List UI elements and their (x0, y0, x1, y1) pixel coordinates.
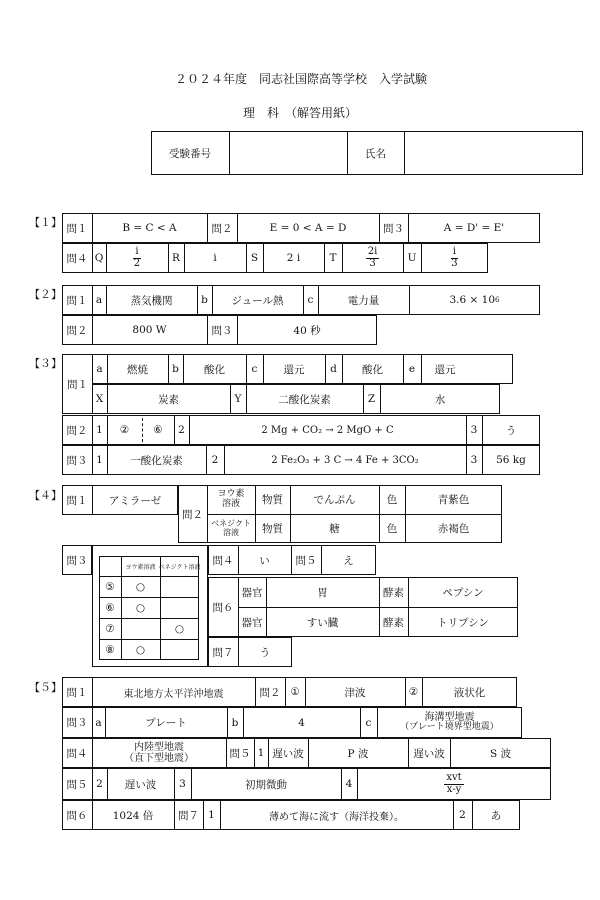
s5-a-answer: プレート (145, 717, 187, 729)
s3-x-label: X (95, 393, 104, 405)
s1-q4-S-label: S (250, 252, 259, 264)
s4-substance-label-1: 物質 (262, 494, 283, 506)
s2-q2-label: 問２ (66, 324, 88, 337)
s3-q3-2-label: 2 (211, 454, 219, 466)
s3-y-answer: 二酸化炭素 (278, 393, 331, 406)
s5-q5-1-label: 1 (257, 747, 265, 759)
s3-d-label: d (330, 363, 337, 375)
s3-b-answer: 酸化 (204, 363, 225, 376)
s4-enzyme-2: トリプシン (437, 616, 489, 629)
s4-q3-cell: ○ (135, 601, 146, 614)
s1-q4-U-label: U (407, 252, 417, 264)
s2-q2-answer: 800 W (132, 324, 167, 336)
s1-q3-label: 問３ (383, 222, 404, 235)
s5-q6-label: 問６ (66, 809, 88, 822)
s4-q6-label: 問６ (212, 601, 234, 614)
s2-q3-answer: 40 秒 (293, 324, 321, 337)
s5-q2-2-answer: 液状化 (453, 686, 486, 699)
s2-b-label: b (201, 294, 208, 306)
s4-enzyme-1: ペプシン (442, 586, 484, 599)
s4-q1-label: 問１ (66, 494, 88, 507)
s3-q2-2-label: 2 (178, 424, 185, 436)
s4-q3-cell: ○ (174, 622, 185, 635)
s2-b-answer: ジュール熱 (231, 294, 284, 307)
s4-q3-cell (121, 618, 160, 639)
s4-q3-row-label: ⑤ (105, 580, 115, 593)
s3-q2-3-label: 3 (470, 424, 478, 436)
benedict-label: ベネジクト 溶液 (211, 519, 251, 537)
iodine-label: ヨウ素 溶液 (217, 489, 245, 509)
s4-q2-label: 問２ (182, 508, 203, 521)
s4-q7-answer: う (259, 646, 271, 659)
s5-q5-1-answer-s: S 波 (489, 747, 512, 760)
s5-q4-answer: 内陸型地震 （直下型地震） (124, 742, 194, 764)
s5-c-label: c (365, 716, 372, 729)
exam-number-label: 受験番号 (169, 147, 211, 160)
s3-x-answer: 炭素 (158, 393, 179, 406)
section-5-label: 【５】 (29, 681, 62, 694)
exam-number-field[interactable] (229, 131, 347, 175)
s3-a-answer: 燃焼 (127, 363, 148, 376)
s3-c-answer: 還元 (283, 363, 305, 376)
section-1-label: 【１】 (29, 216, 62, 229)
name-label: 氏名 (365, 147, 386, 160)
s3-q2-3-answer: う (505, 424, 517, 437)
s5-q5-1-slow-label: 遅い波 (272, 747, 304, 760)
s3-q2-1-answer-b: ⑥ (153, 424, 163, 436)
s5-q5-row2-label: 問５ (66, 778, 88, 791)
s1-q4-label: 問４ (66, 252, 88, 265)
s4-q3-label: 問３ (66, 554, 88, 567)
s3-z-answer: 水 (434, 393, 446, 406)
s4-enzyme-label-2: 酵素 (383, 616, 404, 629)
s5-q3-label: 問３ (66, 717, 88, 729)
s3-q1-label: 問１ (67, 378, 88, 391)
s4-q3-row-label: ⑦ (105, 622, 115, 635)
s1-q4-U-answer: $\frac{i}{3}$ (451, 246, 458, 269)
s5-q7-1-answer: 薄めて海に流す（海洋投棄）。 (269, 811, 404, 823)
s1-q4-Q-answer: $\frac{i}{2}$ (133, 246, 141, 269)
s3-d-answer: 酸化 (362, 363, 383, 376)
s3-q3-3-answer: 56 kg (496, 454, 526, 466)
s4-q3-cell (160, 597, 199, 618)
s5-c-answer: 海溝型地震 （プレート境界型地震） (400, 712, 499, 733)
s3-y-label: Y (234, 393, 242, 405)
name-field[interactable] (404, 131, 583, 175)
s4-color-label-1: 色 (386, 494, 398, 506)
s5-q2-2-label: ② (408, 686, 419, 698)
s1-q3-answer: A = D' = E' (443, 222, 505, 234)
s5-q2-1-answer: 津波 (344, 686, 366, 699)
s3-q3-label: 問３ (66, 454, 88, 467)
s5-q7-label: 問７ (178, 809, 199, 822)
section-4-label: 【４】 (29, 489, 62, 502)
s3-b-label: b (172, 363, 179, 375)
s1-q4-R-answer: i (213, 252, 217, 264)
s3-q2-label: 問２ (66, 424, 88, 437)
s1-q2-label: 問２ (211, 222, 233, 235)
s5-q5-3-answer: 初期微動 (245, 778, 287, 791)
s4-substance-2: 糖 (329, 523, 340, 535)
s2-a-label: a (95, 294, 103, 306)
s1-q2-answer: E = 0 < A = D (269, 222, 347, 234)
s4-q3-header-benedict: ベネジクト溶液 (158, 563, 201, 571)
s4-q5-answer: え (343, 554, 354, 567)
s4-substance-label-2: 物質 (262, 523, 283, 535)
s3-a-label: a (96, 363, 103, 375)
s3-q2-1-label: 1 (96, 424, 103, 436)
s2-d-answer: 3.6 × 10 6 (449, 294, 500, 306)
s3-q2-2-answer: 2 Mg + CO₂ → 2 MgO + C (261, 424, 394, 436)
s1-q4-T-label: T (329, 252, 337, 264)
s3-q2-1-answer-a: ② (119, 424, 130, 436)
s4-q3-header-iodine: ヨウ素溶液 (125, 563, 156, 571)
s5-q5-2-label: 2 (96, 778, 103, 790)
s1-q1-answer: B = C < A (122, 222, 177, 234)
s3-q3-2-answer: 2 Fe₂O₃ + 3 C → 4 Fe + 3CO₂ (271, 454, 419, 466)
s5-q5-1-slow-label-2: 遅い波 (413, 747, 445, 760)
s5-a-label: a (95, 716, 102, 729)
s4-q5-label: 問５ (295, 554, 317, 567)
s5-q7-1-label: 1 (208, 809, 215, 821)
s4-q4-answer: い (259, 554, 270, 567)
s4-organ-2: すい臓 (306, 616, 339, 629)
s5-q1-answer: 東北地方太平洋沖地震 (123, 688, 224, 700)
s5-q1-label: 問１ (66, 686, 88, 699)
exam-title: ２０２４年度 同志社国際高等学校 入学試験 (175, 72, 428, 86)
s1-q4-T-answer: $\frac{2i}{3}$ (367, 246, 378, 269)
s2-q3-label: 問３ (211, 324, 233, 337)
s2-q1-label: 問１ (66, 294, 88, 307)
s4-q4-label: 問４ (212, 554, 234, 567)
s4-color-2: 赤褐色 (437, 523, 470, 535)
s4-q3-row-label: ⑧ (105, 643, 115, 656)
s5-q5-label: 問５ (229, 747, 251, 760)
s4-substance-1: でんぷん (313, 494, 356, 506)
s5-q2-1-label: ① (290, 686, 300, 698)
s4-q1-answer: アミラーゼ (108, 494, 162, 507)
s4-organ-label-1: 器官 (241, 586, 263, 599)
s2-c-label: c (307, 294, 314, 306)
s5-q5-2-answer: 遅い波 (124, 778, 157, 791)
s2-c-answer: 電力量 (347, 294, 380, 307)
s4-q3-cell: ○ (135, 580, 146, 593)
s5-q5-4-label: 4 (345, 778, 353, 790)
s4-q3-cell: ○ (135, 643, 146, 656)
s3-e-answer: 還元 (434, 363, 456, 376)
s3-q3-3-label: 3 (470, 454, 478, 466)
s3-z-label: Z (367, 393, 376, 405)
s1-q1-label: 問１ (66, 222, 88, 235)
s1-q4-R-label: R (172, 252, 180, 264)
section-3-label: 【３】 (29, 357, 62, 370)
s5-q7-2-label: 2 (459, 809, 466, 821)
s4-color-label-2: 色 (386, 523, 398, 535)
s5-q6-answer: 1024 倍 (112, 809, 154, 822)
s3-e-label: e (408, 363, 416, 375)
s4-q7-label: 問７ (212, 646, 234, 659)
section-2-label: 【２】 (29, 288, 62, 301)
s4-q3-cell (160, 639, 199, 660)
s5-q5-1-answer-p: P 波 (347, 747, 369, 760)
s4-organ-label-2: 器官 (241, 616, 263, 629)
s4-q3-row-label: ⑥ (105, 601, 115, 614)
s3-c-label: c (251, 363, 258, 375)
s5-b-answer: 4 (298, 716, 305, 729)
s4-q3-cell (160, 576, 199, 597)
s5-b-label: b (231, 716, 239, 729)
s5-q7-2-answer: あ (490, 809, 502, 822)
s3-q3-1-label: 1 (96, 454, 103, 466)
s4-color-1: 青紫色 (437, 494, 470, 506)
s1-q4-Q-label: Q (94, 252, 104, 264)
subject-title: 理 科 （解答用紙） (243, 106, 358, 120)
s4-enzyme-label-1: 酵素 (383, 586, 404, 599)
s5-q5-4-answer: $\frac{\text{xvt}}{x-y}$ (446, 772, 462, 795)
s5-q2-label: 問２ (259, 686, 281, 699)
s3-q3-1-answer: 一酸化炭素 (130, 454, 183, 467)
s2-a-answer: 蒸気機関 (130, 294, 173, 307)
s1-q4-S-answer: 2 i (286, 252, 301, 264)
s4-organ-1: 胃 (317, 586, 328, 599)
s5-q5-3-label: 3 (179, 778, 186, 790)
s5-q4-label: 問４ (66, 747, 88, 760)
